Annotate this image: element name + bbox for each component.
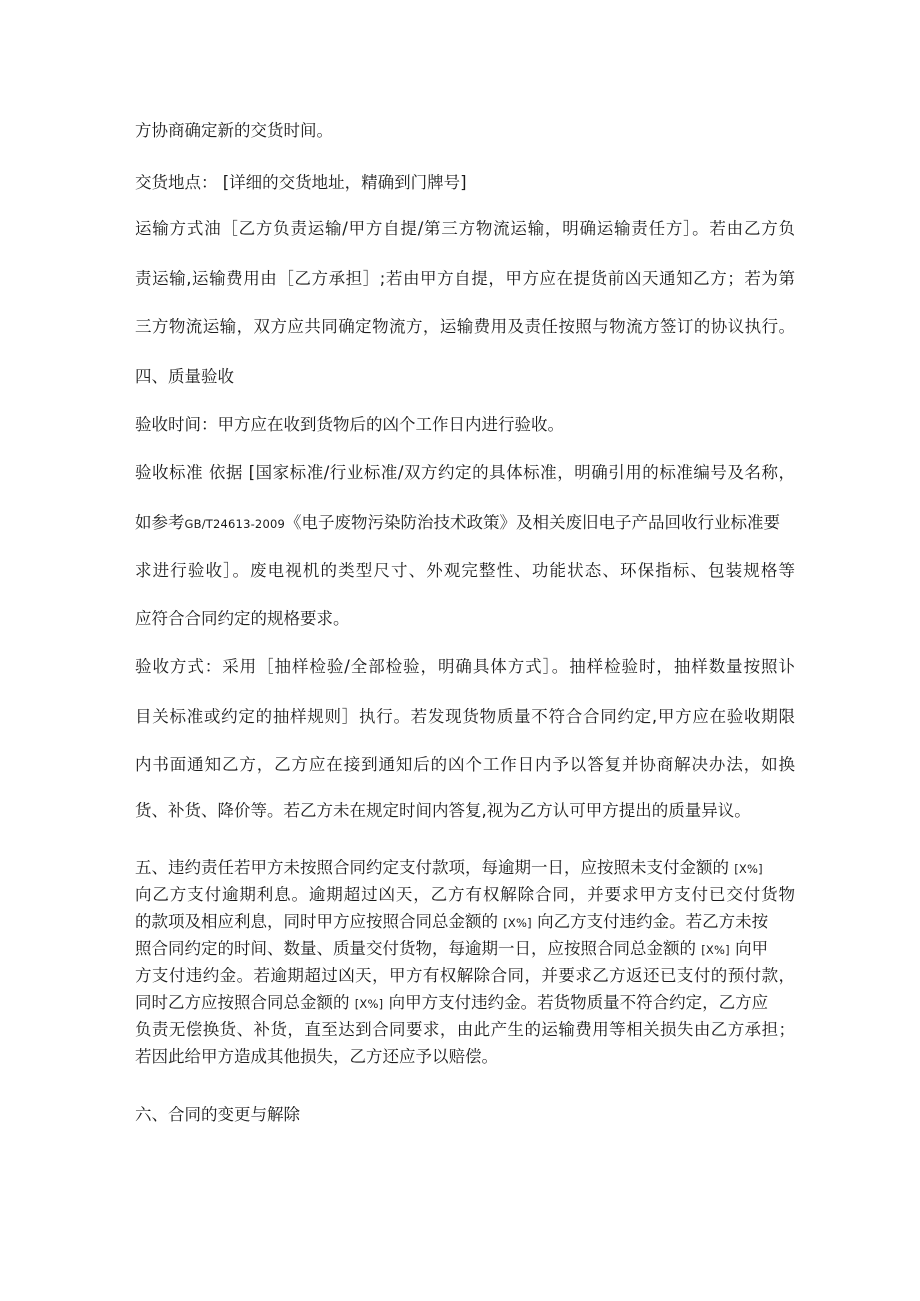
line-text: 负责无偿换货、补货，直至达到合同要求，由此产生的运输费用等相关损失由乙方承担； [135,1020,795,1039]
line-text: 若因此给甲方造成其他损失，乙方还应予以赔偿。 [135,1047,498,1066]
line-text: 方支付违约金。若逾期超过凶天，甲方有权解除合同，并要求乙方返还已支付的预付款， [135,966,795,985]
line-text: 向乙方支付违约金。若乙方未按 [537,912,769,931]
line-text: 应符合合同约定的规格要求。 [135,609,350,628]
line-text: 责运输,运输费用由［乙方承担］;若由甲方自提，甲方应在提货前凶天通知乙方；若为第 [135,269,795,288]
paragraph-line [135,706,795,728]
line-text: 运输方式油［乙方负责运输/甲方自提/第三方物流运输，明确运输责任方］。若由乙方负 [135,219,795,238]
line-text: 验收标准 依据 [国家标准/行业标准/双方约定的具体标准，明确引用的标准编号及名称， [135,463,795,482]
line-text: 内书面通知乙方，乙方应在接到通知后的凶个工作日内予以答复并协商解决办法，如换 [135,755,795,774]
line-text: 五、违约责任若甲方未按照合同约定支付款项，每逾期一日，应按照未支付金额的 [135,858,729,877]
paragraph-line [135,268,795,290]
paragraph-line [135,120,795,142]
line-text: 目关标准或约定的抽样规则］执行。若发现货物质量不符合合同约定,甲方应在验收期限 [135,707,795,726]
line-text: 照合同约定的时间、数量、质量交付货物，每逾期一日，应按照合同总金额的 [135,939,696,958]
paragraph-line [135,560,795,582]
line-text: 向甲方支付违约金。若货物质量不符合约定，乙方应 [388,993,769,1012]
breach-paragraph-line [135,911,795,934]
percent-placeholder: [X%] [354,997,384,1011]
paragraph-line [135,218,795,240]
line-text: 验收方式：采用［抽样检验/全部检验，明确具体方式］。抽样检验时，抽样数量按照讣 [135,657,795,676]
percent-placeholder: [X%] [701,943,730,957]
paragraph-line [135,608,795,630]
standard-code: GB/T24613-2009 [184,517,285,531]
line-text: 《电子废物污染防治技术政策》及相关废旧电子产品回收行业标准要 [285,513,780,532]
breach-paragraph-line [135,1046,795,1068]
line-text: 验收时间：甲方应在收到货物后的凶个工作日内进行验收。 [135,415,564,434]
line-text: 同时乙方应按照合同总金额的 [135,993,350,1012]
line-text: 货、补货、降价等。若乙方未在规定时间内答复,视为乙方认可甲方提出的质量异议。 [135,801,751,820]
paragraph-line [135,656,795,678]
breach-paragraph-line [135,992,795,1015]
line-text: 向乙方支付逾期利息。逾期超过凶天，乙方有权解除合同，并要求甲方支付已交付货物 [135,885,795,904]
breach-paragraph-line [135,884,795,906]
line-text: 三方物流运输，双方应共同确定物流方，运输费用及责任按照与物流方签订的协议执行。 [135,317,795,336]
percent-placeholder: [X%] [734,862,763,876]
percent-placeholder: [X%] [503,916,532,930]
paragraph-line [135,754,795,776]
line-text: 方协商确定新的交货时间。 [135,121,333,140]
paragraph-line [135,414,795,436]
line-text: 向甲 [735,939,769,958]
heading-text: 四、质量验收 [135,367,234,386]
breach-paragraph-line [135,857,795,880]
section-heading-quality [135,366,795,388]
paragraph-line [135,800,795,822]
breach-paragraph-line [135,965,795,987]
delivery-location-line [135,172,795,194]
heading-text: 六、合同的变更与解除 [135,1105,300,1124]
breach-paragraph-line [135,1019,795,1041]
breach-paragraph-line [135,938,795,961]
paragraph-line [135,512,795,535]
line-text: 交货地点： [详细的交货地址，精确到门牌号] [135,173,467,192]
line-text: 如参考 [135,513,185,532]
section-heading-amendment [135,1104,795,1126]
paragraph-line [135,316,795,338]
line-text: 求进行验收］。废电视机的类型尺寸、外观完整性、功能状态、环保指标、包装规格等 [135,561,795,580]
paragraph-line [135,462,795,484]
line-text: 的款项及相应利息，同时甲方应按照合同总金额的 [135,912,498,931]
